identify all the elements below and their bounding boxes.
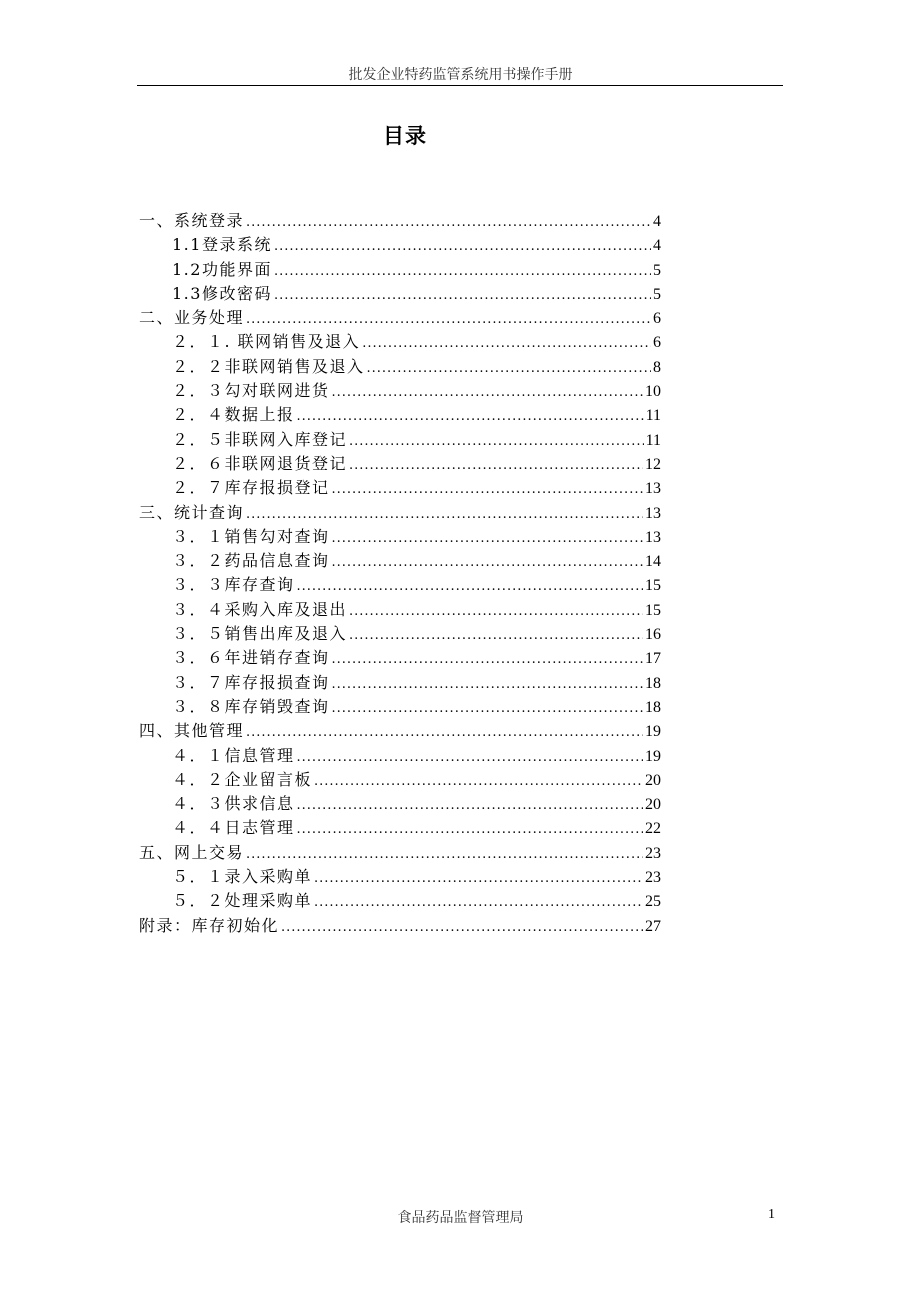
toc-entry[interactable]	[139, 209, 661, 233]
toc-entry[interactable]	[139, 403, 661, 427]
toc-dot-leader	[297, 575, 643, 599]
toc-entry-page: 6	[653, 334, 661, 352]
toc-entry-label: ２．５非联网入库登记	[172, 429, 348, 449]
toc-entry-label: ２．６非联网退货登记	[172, 453, 348, 473]
toc-entry-label: ３．７库存报损查询	[172, 672, 330, 692]
toc-entry-label: ５．２处理采购单	[172, 891, 313, 911]
toc-entry-page: 11	[645, 407, 661, 425]
toc-entry-page: 4	[653, 213, 661, 230]
toc-entry-label: ３．１销售勾对查询	[172, 526, 330, 546]
toc-entry-page: 20	[645, 796, 661, 814]
toc-entry-page: 18	[645, 674, 661, 692]
toc-entry-page: 27	[645, 917, 661, 935]
toc-entry[interactable]	[139, 816, 661, 840]
toc-entry-page: 15	[645, 577, 661, 595]
toc-entry[interactable]	[139, 841, 661, 865]
toc-entry-page: 16	[645, 626, 661, 644]
toc-entry-page: 23	[645, 869, 661, 887]
toc-entry-page: 10	[645, 383, 661, 401]
toc-entry[interactable]	[139, 744, 661, 768]
toc-entry-page: 13	[645, 480, 661, 498]
toc-entry[interactable]	[139, 525, 661, 549]
toc-dot-leader	[246, 721, 643, 745]
toc-entry[interactable]	[139, 330, 661, 354]
toc-dot-leader	[332, 478, 643, 502]
toc-entry[interactable]	[139, 792, 661, 816]
toc-entry[interactable]	[139, 452, 661, 476]
toc-dot-leader	[332, 673, 643, 697]
toc-dot-leader	[274, 235, 651, 259]
toc-entry-page: 23	[645, 844, 661, 862]
toc-entry-label: 1.3修改密码	[172, 283, 272, 303]
toc-entry[interactable]	[139, 549, 661, 573]
toc-entry[interactable]	[139, 282, 661, 306]
toc-entry-page: 14	[645, 553, 661, 571]
toc-dot-leader	[246, 503, 643, 527]
toc-entry[interactable]	[139, 719, 661, 743]
toc-dot-leader	[297, 794, 643, 818]
toc-dot-leader	[314, 770, 643, 794]
toc-entry-page: 5	[653, 261, 661, 279]
toc-entry-label: 1.2功能界面	[172, 259, 272, 279]
toc-entry[interactable]	[139, 646, 661, 670]
toc-entry-page: 22	[645, 820, 661, 838]
toc-entry-page: 4	[653, 237, 661, 255]
toc-entry-label: ４．３供求信息	[172, 794, 295, 814]
toc-dot-leader	[246, 308, 651, 332]
toc-entry-label: 四、其他管理	[139, 721, 245, 741]
toc-entry[interactable]	[139, 501, 661, 525]
toc-entry-label: 附录：库存初始化	[139, 915, 280, 935]
toc-dot-leader	[314, 891, 643, 915]
toc-entry[interactable]	[139, 428, 661, 452]
toc-entry[interactable]	[139, 889, 661, 913]
toc-dot-leader	[332, 527, 643, 551]
page-number: 1	[768, 1207, 775, 1222]
toc-dot-leader	[297, 746, 643, 770]
toc-entry-page: 8	[653, 358, 661, 376]
toc-dot-leader	[332, 381, 643, 405]
toc-dot-leader	[362, 332, 651, 356]
toc-entry[interactable]	[139, 306, 661, 330]
toc-entry-label: ２．７库存报损登记	[172, 478, 330, 498]
toc-entry-label: ２．４数据上报	[172, 405, 295, 425]
toc-entry[interactable]	[139, 671, 661, 695]
toc-entry[interactable]	[139, 355, 661, 379]
toc-dot-leader	[246, 843, 643, 867]
toc-entry-page: 15	[645, 601, 661, 619]
toc-entry-page: 13	[645, 504, 661, 522]
toc-entry-page: 18	[645, 698, 661, 716]
page-footer-org: 食品药品监督管理局	[397, 1210, 524, 1226]
toc-entry-label: ２．２非联网销售及退入	[172, 356, 365, 376]
toc-entry[interactable]	[139, 598, 661, 622]
toc-entry-label: ５．１录入采购单	[172, 867, 313, 887]
toc-entry[interactable]	[139, 695, 661, 719]
toc-dot-leader	[332, 551, 643, 575]
toc-entry-page: 11	[645, 431, 661, 449]
toc-entry-page: 25	[645, 893, 661, 911]
page-header-title: 批发企业特药监管系统用书操作手册	[348, 67, 573, 83]
toc-dot-leader	[246, 211, 651, 235]
toc-dot-leader	[274, 260, 651, 284]
toc-entry-label: 三、统计查询	[139, 502, 245, 522]
toc-entry[interactable]	[139, 573, 661, 597]
toc-entry[interactable]	[139, 476, 661, 500]
toc-dot-leader	[349, 454, 643, 478]
toc-dot-leader	[281, 916, 643, 940]
toc-entry[interactable]	[139, 233, 661, 257]
toc-dot-leader	[297, 818, 643, 842]
toc-entry-label: 二、业务处理	[139, 308, 245, 328]
toc-entry-label: ４．２企业留言板	[172, 769, 313, 789]
toc-entry-page: 13	[645, 528, 661, 546]
toc-entry-label: ４．４日志管理	[172, 818, 295, 838]
toc-dot-leader	[314, 867, 643, 891]
toc-dot-leader	[332, 697, 643, 721]
toc-entry-label: ３．３库存查询	[172, 575, 295, 595]
toc-entry-label: 一、系统登录	[139, 211, 245, 230]
toc-entry-label: ２．１. 联网销售及退入	[172, 332, 361, 352]
toc-entry-label: ３．２药品信息查询	[172, 551, 330, 571]
toc-dot-leader	[332, 648, 643, 672]
table-of-contents	[139, 209, 661, 938]
toc-entry-label: ３．８库存销毁查询	[172, 696, 330, 716]
toc-dot-leader	[297, 405, 644, 429]
toc-entry[interactable]	[139, 865, 661, 889]
toc-entry-label: 五、网上交易	[139, 842, 245, 862]
toc-dot-leader	[367, 357, 651, 381]
toc-dot-leader	[349, 624, 643, 648]
toc-entry[interactable]	[139, 258, 661, 282]
toc-entry-label: ３．４采购入库及退出	[172, 599, 348, 619]
toc-dot-leader	[274, 284, 651, 308]
toc-entry[interactable]	[139, 768, 661, 792]
toc-entry-label: ４．１信息管理	[172, 745, 295, 765]
toc-entry-label: ３．５销售出库及退入	[172, 624, 348, 644]
toc-entry-page: 17	[645, 650, 661, 668]
toc-entry-page: 6	[653, 310, 661, 328]
toc-entry[interactable]	[139, 379, 661, 403]
toc-entry-page: 20	[645, 771, 661, 789]
toc-title: 目录	[383, 124, 427, 148]
toc-dot-leader	[349, 430, 644, 454]
toc-entry-label: ２．３勾对联网进货	[172, 381, 330, 401]
toc-entry[interactable]	[139, 914, 661, 938]
toc-entry-page: 5	[653, 285, 661, 303]
toc-entry-page: 12	[645, 455, 661, 473]
toc-entry-page: 19	[645, 747, 661, 765]
toc-dot-leader	[349, 600, 643, 624]
toc-entry-page: 19	[645, 723, 661, 741]
toc-entry[interactable]	[139, 622, 661, 646]
header-divider	[137, 85, 783, 86]
toc-entry-label: 1.1登录系统	[172, 235, 272, 255]
toc-entry-label: ３．６年进销存查询	[172, 648, 330, 668]
